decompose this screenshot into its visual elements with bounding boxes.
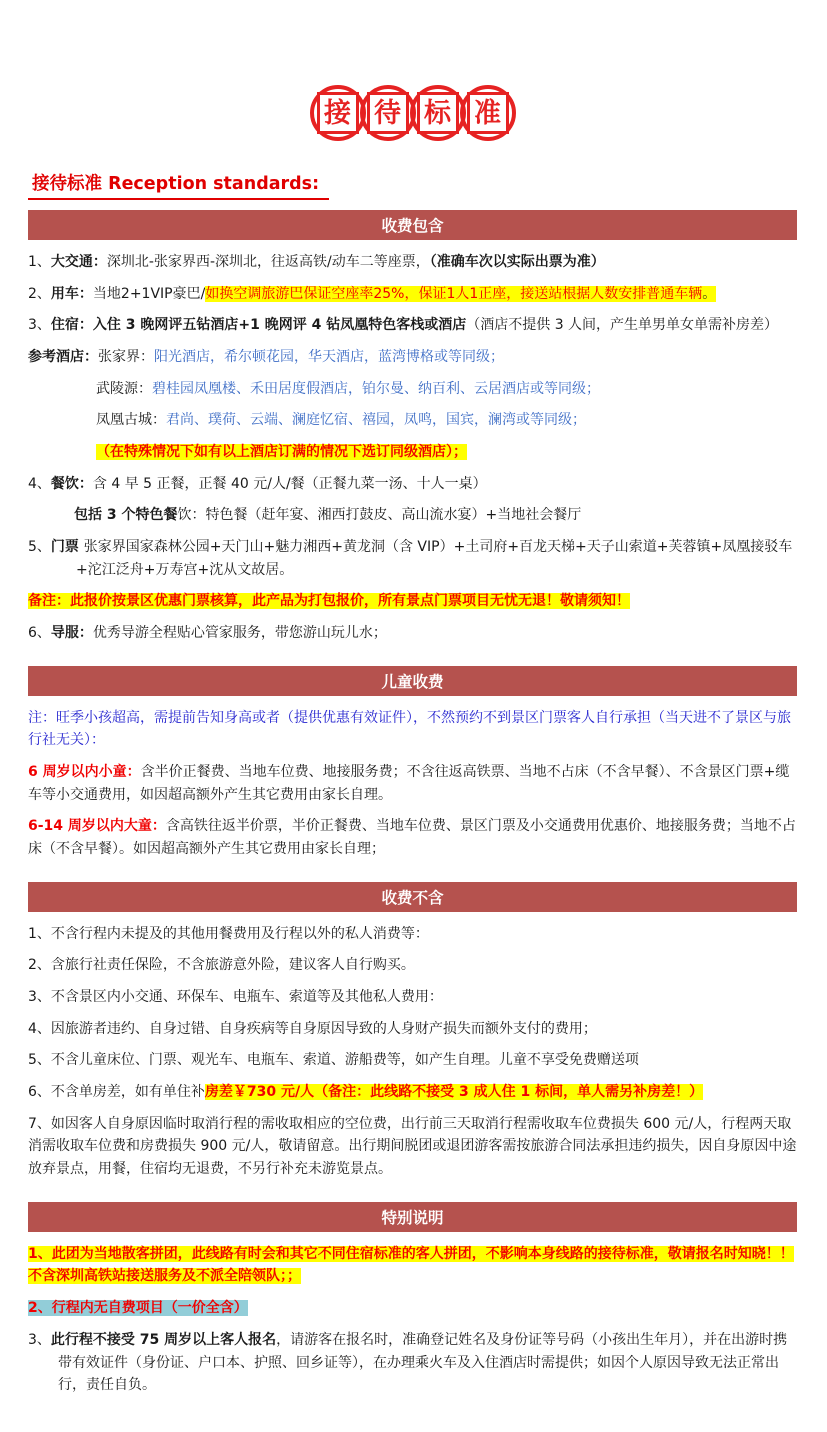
paragraph-line: 7、如因客人自身原因临时取消行程的需收取相应的空位费，出行前三天取消行程需收取车位费损失 600 元/人，行程两天取消需收取车位费和房费损失 900 元/人，敬请留意。出行期间脱团或退团游客需按旅游合同法承担违约损失，因自身原因中途放弃景点，用餐，住宿均无退费，不另行补充未游览景点。 bbox=[28, 1115, 797, 1178]
paragraph-line: 5、不含儿童床位、门票、观光车、电瓶车、索道、游船费等，如产生自理。儿童不享受免费赠送项 bbox=[28, 1052, 639, 1069]
paragraph-line: 包括 3 个特色餐饮：特色餐（赶年宴、湘西打鼓皮、高山流水宴）+当地社会餐厅 bbox=[74, 507, 582, 524]
page-title-text: 接待标准 Reception standards: bbox=[28, 170, 329, 200]
section bbox=[28, 1202, 797, 1412]
sections-container bbox=[28, 210, 797, 1412]
section-body bbox=[28, 696, 797, 876]
paragraph-line: 武陵源：碧桂园凤凰楼、禾田居度假酒店，铂尔曼、纳百利、云居酒店或等同级； bbox=[96, 380, 600, 397]
paragraph-line: 1、大交通：深圳北-张家界西-深圳北，往返高铁/动车二等座票，（准确车次以实际出票为准） bbox=[28, 254, 605, 270]
paragraph-line: 3、住宿：入住 3 晚网评五钻酒店+1 晚网评 4 钻凤凰特色客栈或酒店（酒店不提供 3 人间，产生单男单女单需补房差） bbox=[28, 317, 779, 334]
paragraph-line: 6、导服：优秀导游全程贴心管家服务，带您游山玩儿水； bbox=[28, 625, 387, 642]
paragraph-line: 3、此行程不接受 75 周岁以上客人报名，请游客在报名时，准确登记姓名及身份证等号码（小孩出生年月），并在出游时携带有效证件（身份证、户口本、护照、回乡证等），在办理乘火车及入住酒店时需提供；如因个人原因导致无法正常出行，责任自负。 bbox=[28, 1331, 788, 1394]
paragraph-line: 1、不含行程内未提及的其他用餐费用及行程以外的私人消费等： bbox=[28, 925, 429, 942]
paragraph-line: 注：旺季小孩超高，需提前告知身高或者（提供优惠有效证件），不然预约不到景区门票客人自行承担（当天进不了景区与旅行社无关）： bbox=[28, 709, 791, 749]
stamp-character: 接 bbox=[313, 79, 363, 147]
reception-stamp bbox=[28, 78, 797, 148]
paragraph-line: 4、餐饮：含 4 早 5 正餐，正餐 40 元/人/餐（正餐九菜一汤、十人一桌） bbox=[28, 475, 487, 492]
paragraph-line: 6 周岁以内小童：含半价正餐费、当地车位费、地接服务费；不含往返高铁票、当地不占床（不含早餐）、不含景区门票+缆车等小交通费用，如因超高额外产生其它费用由家长自理。 bbox=[28, 764, 790, 803]
stamp-character: 待 bbox=[363, 79, 413, 147]
paragraph-line: 凤凰古城：君尚、璞荷、云端、澜庭忆宿、禧园，凤鸣，国宾，澜湾或等同级； bbox=[96, 412, 586, 429]
section bbox=[28, 666, 797, 876]
section-body bbox=[28, 912, 797, 1196]
paragraph-line: 2、行程内无自费项目（一价全含） bbox=[28, 1300, 248, 1317]
paragraph-line: （在特殊情况下如有以上酒店订满的情况下选订同级酒店）； bbox=[96, 444, 467, 461]
paragraph-line: 备注：此报价按景区优惠门票核算，此产品为打包报价，所有景点门票项目无忧无退！敬请须知！ bbox=[28, 593, 630, 610]
page-title bbox=[28, 170, 797, 200]
section-header: 收费不含 bbox=[28, 882, 797, 912]
paragraph-line: 3、不含景区内小交通、环保车、电瓶车、索道等及其他私人费用： bbox=[28, 989, 443, 1006]
section-header: 特别说明 bbox=[28, 1202, 797, 1232]
paragraph-line: 5、门票 张家界国家森林公园+天门山+魅力湘西+黄龙洞（含 VIP）+土司府+百龙天梯+天子山索道+芙蓉镇+凤凰接驳车+沱江泛舟+万寿宫+沈从文故居。 bbox=[28, 539, 793, 578]
paragraph-line: 6、不含单房差，如有单住补房差￥730 元/人（备注：此线路不接受 3 成人住 1 标间，单人需另补房差！） bbox=[28, 1084, 704, 1101]
paragraph-line: 4、因旅游者违约、自身过错、自身疾病等自身原因导致的人身财产损失而额外支付的费用； bbox=[28, 1020, 597, 1037]
paragraph-line: 2、用车：当地2+1VIP豪巴/如换空调旅游巴保证空座率25%，保证1人1正座，接送站根据人数安排普通车辆。 bbox=[28, 285, 717, 302]
paragraph-line: 6-14 周岁以内大童：含高铁往返半价票，半价正餐费、当地车位费、景区门票及小交通费用优惠价、地接服务费；当地不占床（不含早餐）。如因超高额外产生其它费用由家长自理； bbox=[28, 818, 796, 858]
section bbox=[28, 882, 797, 1196]
paragraph-line: 2、含旅行社责任保险，不含旅游意外险，建议客人自行购买。 bbox=[28, 957, 415, 974]
paragraph-line: 参考酒店：张家界：阳光酒店，希尔顿花园，华天酒店，蓝湾博格或等同级； bbox=[28, 349, 504, 366]
stamp-character: 准 bbox=[463, 79, 513, 147]
stamp-character: 标 bbox=[413, 79, 463, 147]
paragraph-line: 1、此团为当地散客拼团，此线路有时会和其它不同住宿标准的客人拼团，不影响本身线路的接待标准，敬请报名时知晓！！不含深圳高铁站接送服务及不派全陪领队；； bbox=[28, 1245, 794, 1285]
section-body bbox=[28, 240, 797, 660]
section bbox=[28, 210, 797, 660]
section-header: 儿童收费 bbox=[28, 666, 797, 696]
section-body bbox=[28, 1232, 797, 1412]
section-header: 收费包含 bbox=[28, 210, 797, 240]
